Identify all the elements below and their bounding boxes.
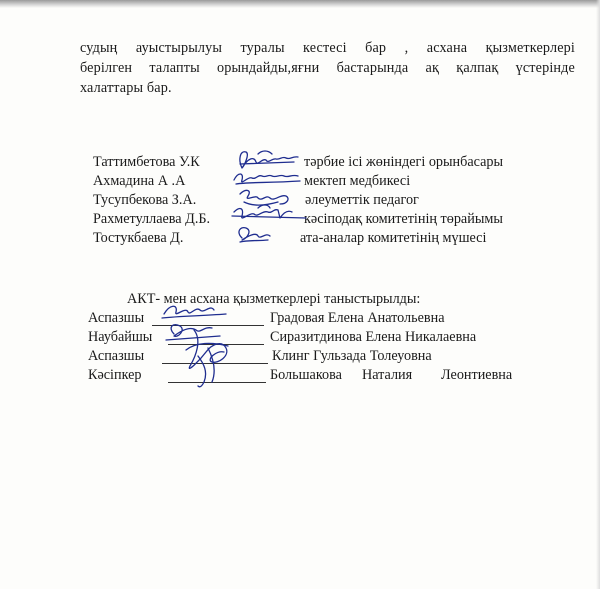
body-paragraph: [80, 38, 575, 98]
handwritten-signatures: [228, 146, 308, 252]
staff-name-first: Наталия: [362, 367, 413, 383]
signatory-name: Ахмадина А .А: [93, 173, 186, 189]
paragraph-line-3: халаттары бар.: [80, 80, 172, 96]
scan-top-edge: [0, 0, 600, 8]
staff-position: Кәсіпкер: [88, 367, 142, 383]
staff-name: Клинг Гульзада Толеуовна: [272, 348, 432, 364]
signatory-role: тәрбие ісі жөніндегі орынбасары: [304, 154, 504, 170]
signatory-role: мектеп медбикесі: [304, 173, 411, 189]
staff-name-patronymic: Леонтиевна: [441, 367, 513, 383]
signatory-name: Рахметуллаева Д.Б.: [93, 211, 211, 227]
signatory-role: әлеуметтік педагог: [305, 192, 419, 208]
paragraph-line-1: судың ауыстырылуы туралы кестесі бар , асхана қызметкерлері: [80, 40, 575, 56]
staff-position: Аспазшы: [88, 310, 145, 326]
staff-name: Сиразитдинова Елена Никалаевна: [270, 329, 477, 345]
signatory-name: Тусупбекова З.А.: [93, 192, 197, 208]
signatory-role: кәсіподақ комитетінің төрайымы: [304, 211, 503, 227]
scan-right-edge: [596, 0, 600, 589]
signatory-name: Тостукбаева Д.: [93, 230, 184, 246]
staff-position: Наубайшы: [88, 329, 153, 345]
acquainted-title: АКТ- мен асхана қызметкерлері таныстырылды:: [127, 291, 421, 307]
staff-position: Аспазшы: [88, 348, 145, 364]
signatory-role: ата-аналар комитетінің мүшесі: [300, 230, 487, 246]
staff-name-last: Большакова: [270, 367, 342, 383]
staff-name: Градовая Елена Анатольевна: [270, 310, 445, 326]
signatory-name: Таттимбетова У.К: [93, 154, 200, 170]
staff-handwritten-signatures: [156, 300, 256, 390]
paragraph-line-2: берілген талапты орындайды,яғни бастарында ақ қалпақ үстерінде: [80, 60, 575, 76]
